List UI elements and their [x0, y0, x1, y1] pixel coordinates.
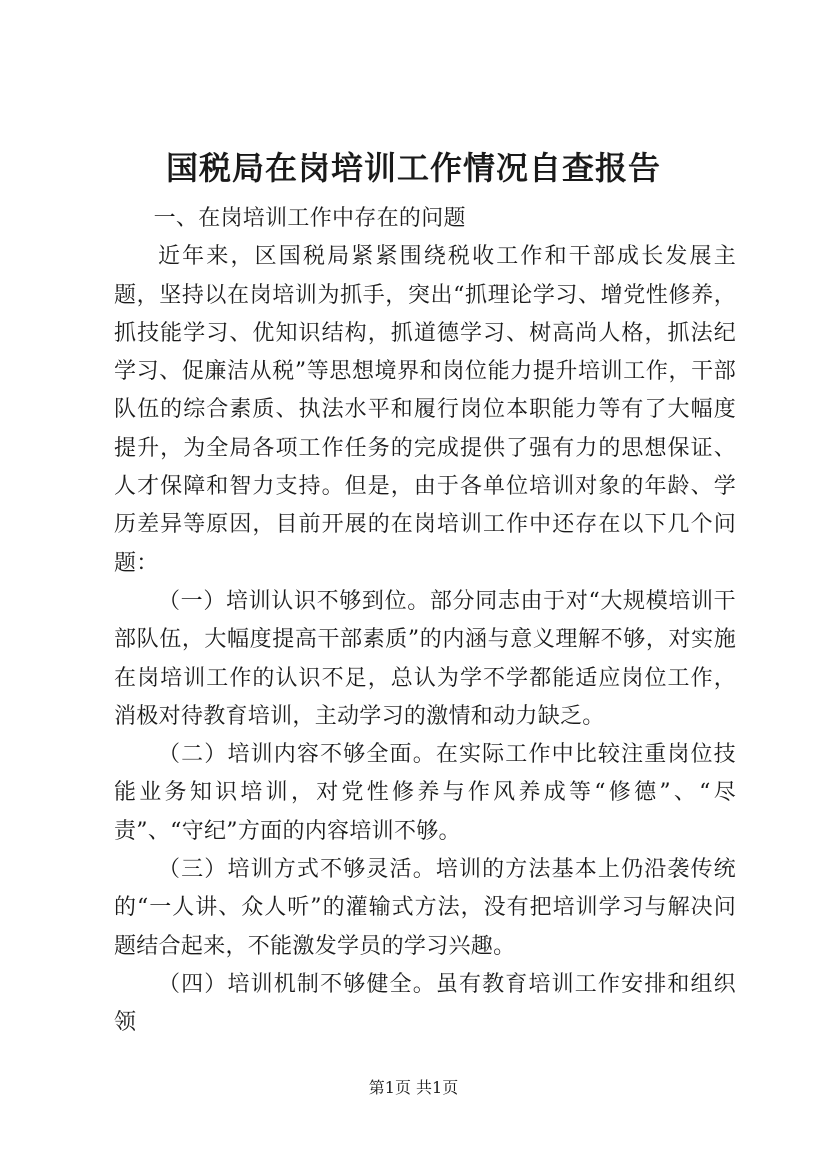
- section-heading: 一、在岗培训工作中存在的问题: [153, 206, 466, 231]
- paragraph-issue-2: （二）培训内容不够全面。在实际工作中比较注重岗位技能业务知识培训，对党性修养与作风养成等“修德”、“尽责”、“守纪”方面的内容培训不够。: [114, 742, 736, 844]
- paragraph-issue-1: （一）培训认识不够到位。部分同志由于对“大规模培训干部队伍，大幅度提高干部素质”的内涵与意义理解不够，对实施在岗培训工作的认识不足，总认为学不学都能适应岗位工作，消极对待教育培训，主动学习的激情和动力缺乏。: [114, 588, 736, 729]
- page-footer: 第1页 共1页: [368, 1078, 459, 1097]
- paragraph-issue-4: （四）培训机制不够健全。虽有教育培训工作安排和组织领: [114, 971, 736, 1036]
- document-title: 国税局在岗培训工作情况自查报告: [165, 149, 661, 187]
- paragraph-intro: 近年来，区国税局紧紧围绕税收工作和干部成长发展主题，坚持以在岗培训为抓手，突出“抓理论学习、增党性修养，抓技能学习、优知识结构，抓道德学习、树高尚人格，抓法纪学习、促廉洁从税”等思想境界和岗位能力提升培训工作，干部队伍的综合素质、执法水平和履行岗位本职能力等有了大幅度提升，为全局各项工作任务的完成提供了强有力的思想保证、人才保障和智力支持。但是，由于各单位培训对象的年龄、学历差异等原因，目前开展的在岗培训工作中还存在以下几个问题：: [114, 244, 736, 576]
- document-body: [114, 200, 736, 1043]
- paragraph-issue-3: （三）培训方式不够灵活。培训的方法基本上仍沿袭传统的“一人讲、众人听”的灌输式方法，没有把培训学习与解决问题结合起来，不能激发学员的学习兴趣。: [114, 857, 736, 959]
